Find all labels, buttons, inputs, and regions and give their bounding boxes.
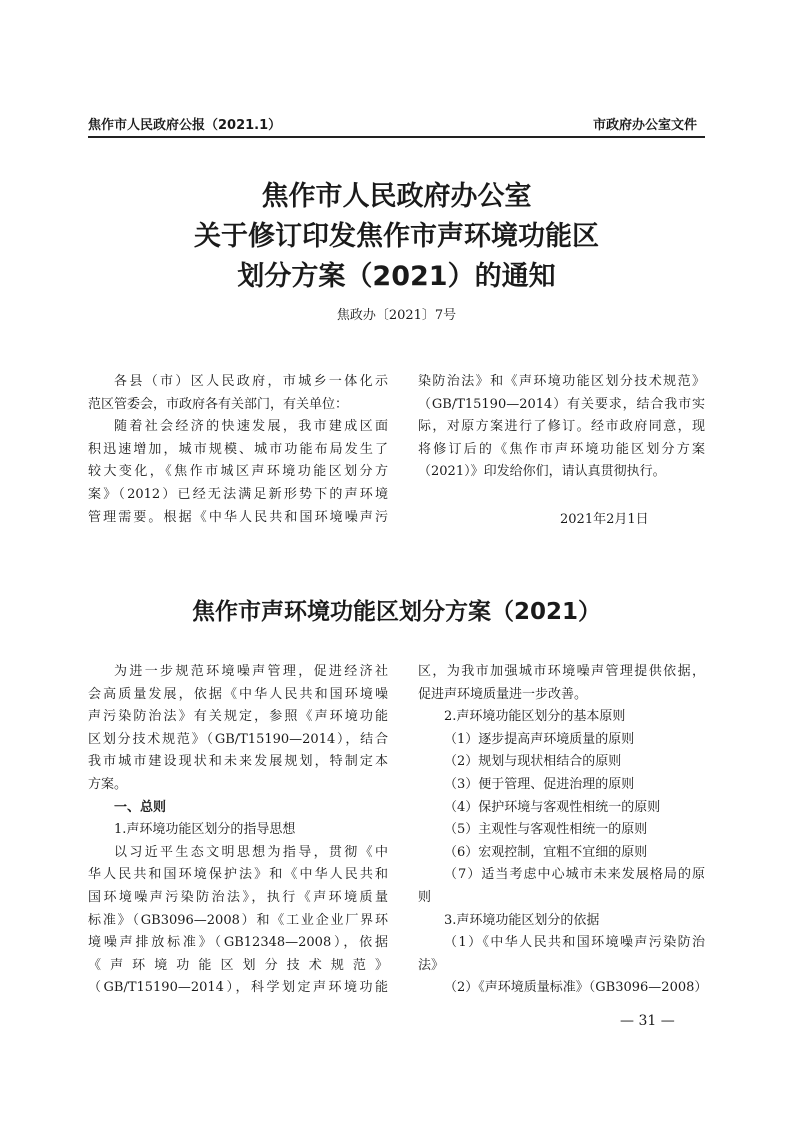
principle-item: （5）主观性与客观性相统一的原则 xyxy=(444,822,648,838)
notice-column-right xyxy=(418,371,705,484)
principle-item: （1）逐步提高声环境质量的原则 xyxy=(444,731,635,747)
page-number: — 31 — xyxy=(620,1013,675,1029)
plan-line: 方案。 xyxy=(88,776,128,792)
basis-item: （2）《声环境质量标准》（GB3096—2008） xyxy=(444,980,708,996)
plan-line: 我市城市建设现状和未来发展规划，特制定本 xyxy=(88,754,388,770)
basis-item: （1）《中华人民共和国环境噪声污染防治 xyxy=(444,935,705,951)
notice-line: 案》（2012）已经无法满足新形势下的声环境 xyxy=(88,486,388,502)
plan-line: 境噪声排放标准》（GB12348—2008），依据 xyxy=(88,935,388,951)
principle-item: （4）保护环境与客观性相统一的原则 xyxy=(444,799,661,815)
notice-line: 际，对原方案进行了修订。经市政府同意，现 xyxy=(418,419,705,435)
subsection-heading: 2.声环境功能区划分的基本原则 xyxy=(444,709,626,725)
principle-item-continuation: 则 xyxy=(418,889,432,905)
plan-line: 国环境噪声污染防治法》，执行《声环境质量 xyxy=(88,889,388,905)
plan-line: 以习近平生态文明思想为指导，贯彻《中 xyxy=(114,844,388,860)
principle-item: （2）规划与现状相结合的原则 xyxy=(444,754,622,770)
notice-line: 积迅速增加，城市规模、城市功能布局发生了 xyxy=(88,441,388,457)
notice-line: 染防治法》和《声环境功能区划分技术规范》 xyxy=(418,374,705,389)
notice-title-line-2: 关于修订印发焦作市声环境功能区 xyxy=(194,221,599,252)
principle-item: （6）宏观控制，宜粗不宜细的原则 xyxy=(444,844,648,860)
plan-line: 会高质量发展，依据《中华人民共和国环境噪 xyxy=(88,686,388,702)
principle-item: （7）适当考虑中心城市未来发展格局的原 xyxy=(444,867,705,883)
basis-item-continuation: 法》 xyxy=(418,957,445,973)
plan-line: 为进一步规范环境噪声管理，促进经济社 xyxy=(114,664,388,679)
plan-column-left xyxy=(88,661,388,1000)
notice-line: 随着社会经济的快速发展，我市建成区面 xyxy=(114,419,388,435)
plan-line: 区，为我市加强城市环境噪声管理提供依据， xyxy=(418,664,705,679)
plan-line: 标准》（GB3096—2008）和《工业企业厂界环 xyxy=(88,912,388,928)
notice-line: 较大变化，《焦作市城区声环境功能区划分方 xyxy=(88,464,388,480)
notice-title-line-1: 焦作市人民政府办公室 xyxy=(261,181,532,212)
plan-line: 区划分技术规范》（GB/T15190—2014），结合 xyxy=(88,731,388,747)
subsection-heading: 1.声环境功能区划分的指导思想 xyxy=(114,822,296,838)
header-divider xyxy=(88,136,705,138)
section-heading: 一、总则 xyxy=(114,799,167,815)
plan-title: 焦作市声环境功能区划分方案（2021） xyxy=(191,599,601,625)
notice-line: 各县（市）区人民政府，市城乡一体化示 xyxy=(114,374,388,389)
notice-column-left xyxy=(88,371,388,529)
notice-line: （GB/T15190—2014）有关要求，结合我市实 xyxy=(418,396,705,412)
document-number: 焦政办〔2021〕7号 xyxy=(336,308,457,323)
plan-line: 声污染防治法》有关规定，参照《声环境功能 xyxy=(88,709,388,725)
header-journal-title: 焦作市人民政府公报（2021.1） xyxy=(88,118,282,133)
plan-line: 华人民共和国环境保护法》和《中华人民共和 xyxy=(88,867,388,883)
notice-line: 将修订后的《焦作市声环境功能区划分方案 xyxy=(418,441,705,457)
subsection-heading: 3.声环境功能区划分的依据 xyxy=(444,912,600,928)
notice-line: 范区管委会，市政府各有关部门，有关单位： xyxy=(88,396,349,412)
notice-line: 管理需要。根据《中华人民共和国环境噪声污 xyxy=(88,509,388,525)
plan-line: （GB/T15190—2014），科学划定声环境功能 xyxy=(88,980,388,996)
plan-column-right xyxy=(418,661,708,1000)
principle-item: （3）便于管理、促进治理的原则 xyxy=(444,776,635,792)
plan-line: 促进声环境质量进一步改善。 xyxy=(418,686,588,702)
notice-title-line-3: 划分方案（2021）的通知 xyxy=(237,261,556,292)
plan-line: 《声环境功能区划分技术规范》 xyxy=(88,957,388,973)
notice-line: （2021）》印发给你们，请认真贯彻执行。 xyxy=(418,464,666,480)
notice-date: 2021年2月1日 xyxy=(560,512,649,527)
header-section-label: 市政府办公室文件 xyxy=(592,118,697,133)
